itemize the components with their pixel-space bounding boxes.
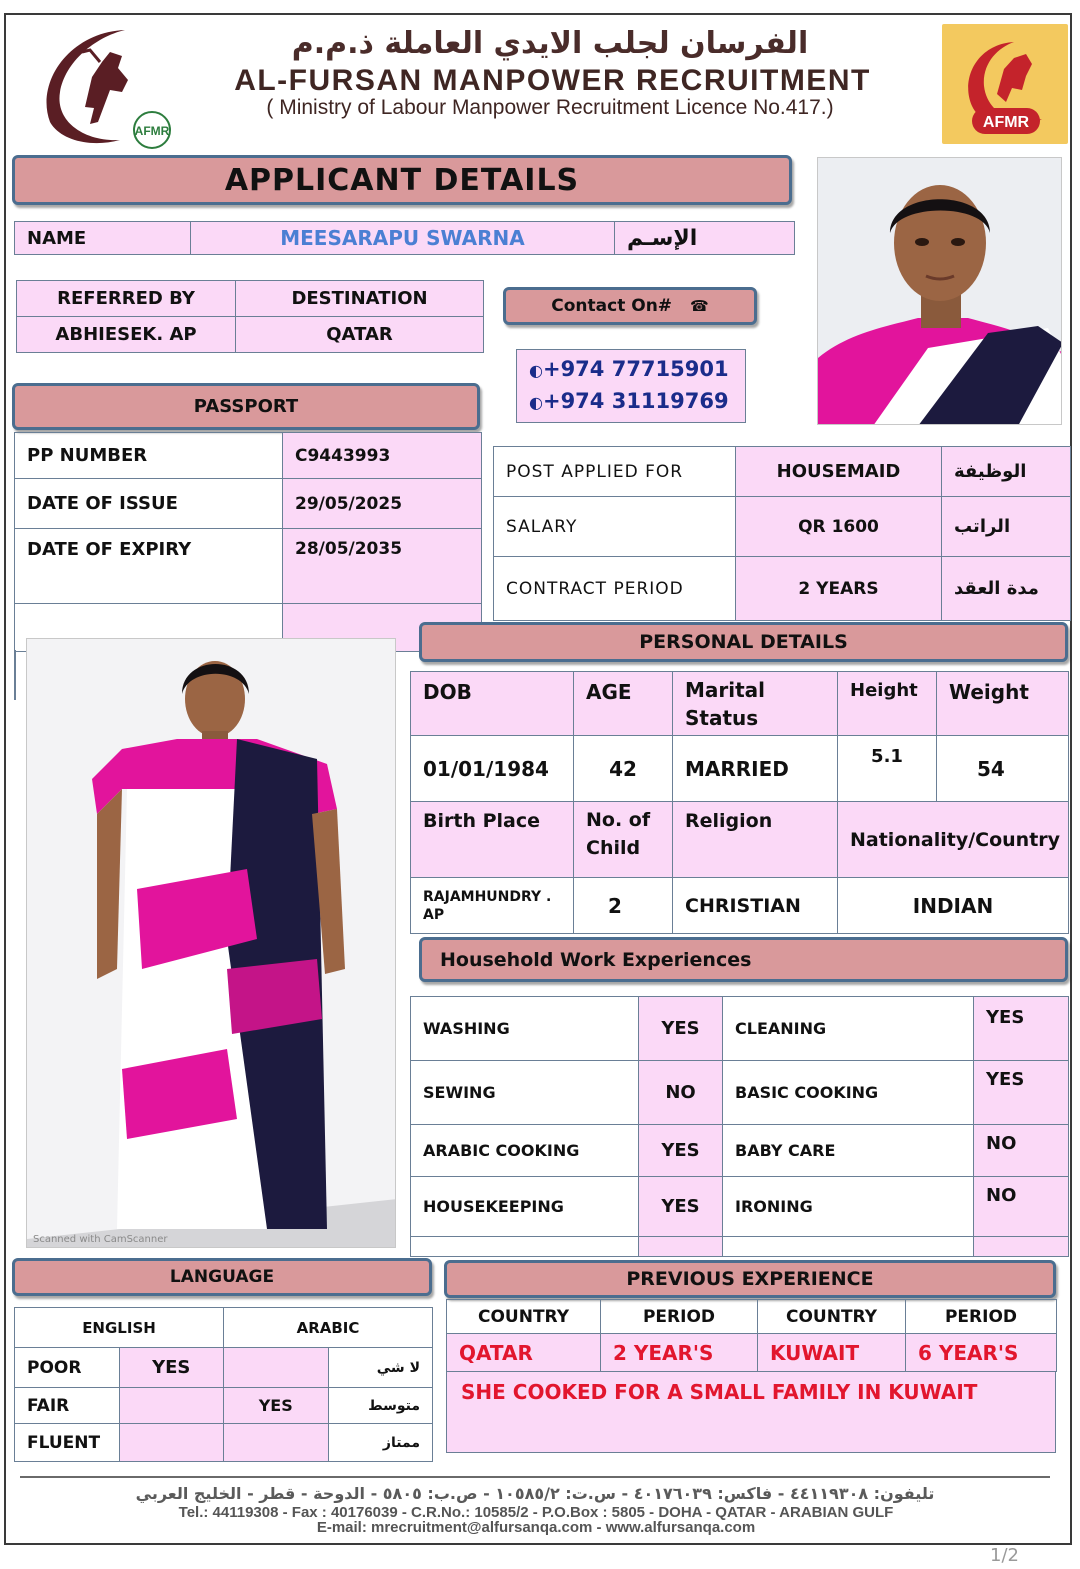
previous-experience-table bbox=[446, 1299, 1057, 1372]
personal-header: Height bbox=[838, 672, 937, 736]
arabic-level-value bbox=[224, 1424, 329, 1462]
children-value: 2 bbox=[574, 878, 673, 934]
skill-label: IRONING bbox=[723, 1177, 974, 1237]
skill-value: NO bbox=[974, 1177, 1069, 1237]
arabic-level-label: متوسط bbox=[328, 1388, 433, 1424]
phone-icon: ☎ bbox=[690, 297, 709, 315]
passport-table bbox=[14, 432, 482, 652]
passport-label: DATE OF EXPIRY bbox=[15, 529, 283, 604]
phone-number-2[interactable]: ◐+974 31119769 bbox=[529, 389, 729, 413]
contact-bar bbox=[503, 287, 757, 325]
arabic-level-value bbox=[224, 1348, 329, 1388]
contract-period-value: 2 YEARS bbox=[736, 557, 942, 621]
skill-label: CLEANING bbox=[723, 997, 974, 1061]
company-logo-right bbox=[942, 24, 1068, 144]
job-label-arabic: الراتب bbox=[942, 497, 1071, 557]
weight-value: 54 bbox=[937, 736, 1069, 802]
arabic-level-value: YES bbox=[224, 1388, 329, 1424]
language-col-english: ENGLISH bbox=[15, 1308, 224, 1348]
language-level: FAIR bbox=[15, 1388, 120, 1424]
skill-value: YES bbox=[974, 1061, 1069, 1125]
personal-header: No. of Child bbox=[574, 802, 673, 878]
skill-value: YES bbox=[639, 997, 723, 1061]
language-bar bbox=[12, 1258, 432, 1296]
applicant-portrait-photo bbox=[817, 157, 1062, 425]
skill-empty-cell bbox=[411, 1237, 639, 1257]
household-table bbox=[410, 996, 1069, 1257]
religion-value: CHRISTIAN bbox=[673, 878, 838, 934]
logo-right-badge: AFMR bbox=[982, 114, 1030, 131]
contact-box bbox=[516, 349, 746, 423]
personal-table bbox=[410, 671, 1069, 934]
personal-header: AGE bbox=[574, 672, 673, 736]
licence-line: ( Ministry of Labour Manpower Recruitment Licence No.417.) bbox=[266, 96, 834, 119]
passport-number: C9443993 bbox=[283, 433, 482, 479]
skill-label: BABY CARE bbox=[723, 1125, 974, 1177]
footer-divider bbox=[20, 1476, 1050, 1478]
job-label-arabic: مدة العقد bbox=[942, 557, 1071, 621]
page-title: APPLICANT DETAILS bbox=[224, 162, 580, 198]
passport-label: PP NUMBER bbox=[15, 433, 283, 479]
personal-details-title: PERSONAL DETAILS bbox=[639, 631, 848, 653]
salary-value: QR 1600 bbox=[736, 497, 942, 557]
personal-header: Nationality/Country bbox=[838, 802, 1069, 878]
skill-value: YES bbox=[639, 1177, 723, 1237]
previous-experience-title: PREVIOUS EXPERIENCE bbox=[626, 1268, 874, 1290]
household-title: Household Work Experiences bbox=[440, 948, 752, 971]
name-table bbox=[14, 221, 795, 255]
language-title: LANGUAGE bbox=[169, 1267, 275, 1287]
referred-by-value: ABHIESEK. AP bbox=[17, 317, 236, 353]
household-bar bbox=[419, 937, 1068, 982]
contact-label: Contact On# bbox=[551, 296, 673, 316]
skill-label: BASIC COOKING bbox=[723, 1061, 974, 1125]
skill-empty-cell bbox=[974, 1237, 1069, 1257]
logo-left-badge: AFMR bbox=[134, 124, 170, 138]
footer-tel: Tel.: 44119308 - Fax : 40176039 - C.R.No.: 10585/2 - P.O.Box : 5805 - DOHA - QATAR - ARABIAN GULF bbox=[178, 1504, 894, 1521]
personal-details-bar bbox=[419, 622, 1068, 662]
skill-label: WASHING bbox=[411, 997, 639, 1061]
english-level-value bbox=[119, 1388, 224, 1424]
age-value: 42 bbox=[574, 736, 673, 802]
destination-value: QATAR bbox=[236, 317, 484, 353]
personal-header: Birth Place bbox=[411, 802, 574, 878]
footer-arabic: تليفون: ٤٤١١٩٣٠٨ - فاكس: ٤٠١٧٦٠٣٩ - س.ت: ١٠٥٨٥/٢ - ص.ب: ٥٨٠٥ - الدوحة - قطر - الخليج العربي bbox=[135, 1484, 935, 1503]
passport-issue-date: 29/05/2025 bbox=[283, 479, 482, 529]
job-label: CONTRACT PERIOD bbox=[494, 557, 736, 621]
prev-header: COUNTRY bbox=[447, 1300, 601, 1334]
prev-header: PERIOD bbox=[906, 1300, 1057, 1334]
language-col-arabic: ARABIC bbox=[224, 1308, 433, 1348]
passport-title: PASSPORT bbox=[193, 396, 299, 417]
prev-header: PERIOD bbox=[601, 1300, 758, 1334]
passport-label: DATE OF ISSUE bbox=[15, 479, 283, 529]
arabic-level-label: لا شي bbox=[328, 1348, 433, 1388]
destination-label: DESTINATION bbox=[236, 281, 484, 317]
skill-value: YES bbox=[974, 997, 1069, 1061]
prev-country-value: KUWAIT bbox=[758, 1334, 906, 1372]
skill-label: ARABIC COOKING bbox=[411, 1125, 639, 1177]
name-label-arabic: الإسـم bbox=[615, 222, 795, 255]
company-logo-left bbox=[30, 22, 180, 150]
prev-period-value: 6 YEAR'S bbox=[906, 1334, 1057, 1372]
page-number: 1/2 bbox=[990, 1545, 1019, 1566]
job-label: POST APPLIED FOR bbox=[494, 447, 736, 497]
name-label: NAME bbox=[15, 222, 191, 255]
prev-period-value: 2 YEAR'S bbox=[601, 1334, 758, 1372]
arabic-level-label: ممتاز bbox=[328, 1424, 433, 1462]
job-table bbox=[493, 446, 1071, 621]
skill-value: NO bbox=[974, 1125, 1069, 1177]
height-value: 5.1 bbox=[838, 736, 937, 802]
camscanner-watermark: Scanned with CamScanner bbox=[33, 1234, 168, 1245]
english-level-value: YES bbox=[119, 1348, 224, 1388]
phone-circle-icon: ◐ bbox=[529, 393, 543, 412]
job-label-arabic: الوظيفة bbox=[942, 447, 1071, 497]
nationality-value: INDIAN bbox=[838, 878, 1069, 934]
birth-place-value: RAJAMHUNDRY . AP bbox=[411, 878, 574, 934]
prev-header: COUNTRY bbox=[758, 1300, 906, 1334]
personal-header: DOB bbox=[411, 672, 574, 736]
passport-bar bbox=[12, 383, 480, 430]
personal-header: Religion bbox=[673, 802, 838, 878]
language-level: FLUENT bbox=[15, 1424, 120, 1462]
referral-table bbox=[16, 280, 484, 353]
skill-value: YES bbox=[639, 1125, 723, 1177]
job-label: SALARY bbox=[494, 497, 736, 557]
skill-empty-cell bbox=[639, 1237, 723, 1257]
language-level: POOR bbox=[15, 1348, 120, 1388]
language-table bbox=[14, 1307, 433, 1462]
skill-label: HOUSEKEEPING bbox=[411, 1177, 639, 1237]
phone-circle-icon: ◐ bbox=[529, 361, 543, 380]
passport-expiry-date: 28/05/2035 bbox=[283, 529, 482, 604]
prev-country-value: QATAR bbox=[447, 1334, 601, 1372]
footer-email: E-mail: mrecruitment@alfursanqa.com - www.alfursanqa.com bbox=[316, 1519, 756, 1536]
previous-experience-bar bbox=[444, 1260, 1056, 1298]
dob-value: 01/01/1984 bbox=[411, 736, 574, 802]
personal-header: Weight bbox=[937, 672, 1069, 736]
marital-status-value: MARRIED bbox=[673, 736, 838, 802]
company-name-arabic: الفرسان لجلب الايدي العاملة ذ.م.م bbox=[291, 26, 809, 61]
skill-value: NO bbox=[639, 1061, 723, 1125]
english-level-value bbox=[119, 1424, 224, 1462]
referred-by-label: REFERRED BY bbox=[17, 281, 236, 317]
applicant-name: MEESARAPU SWARNA bbox=[191, 222, 615, 255]
phone-number-1[interactable]: ◐+974 77715901 bbox=[529, 357, 729, 381]
skill-label: SEWING bbox=[411, 1061, 639, 1125]
skill-empty-cell bbox=[723, 1237, 974, 1257]
post-applied-value: HOUSEMAID bbox=[736, 447, 942, 497]
applicant-full-photo bbox=[26, 638, 396, 1248]
experience-note: SHE COOKED FOR A SMALL FAMILY IN KUWAIT bbox=[446, 1371, 1056, 1453]
personal-header: Marital Status bbox=[673, 672, 838, 736]
title-bar bbox=[12, 155, 792, 205]
passport-side-line bbox=[14, 650, 16, 700]
company-name-english: AL-FURSAN MANPOWER RECRUITMENT bbox=[234, 64, 871, 97]
